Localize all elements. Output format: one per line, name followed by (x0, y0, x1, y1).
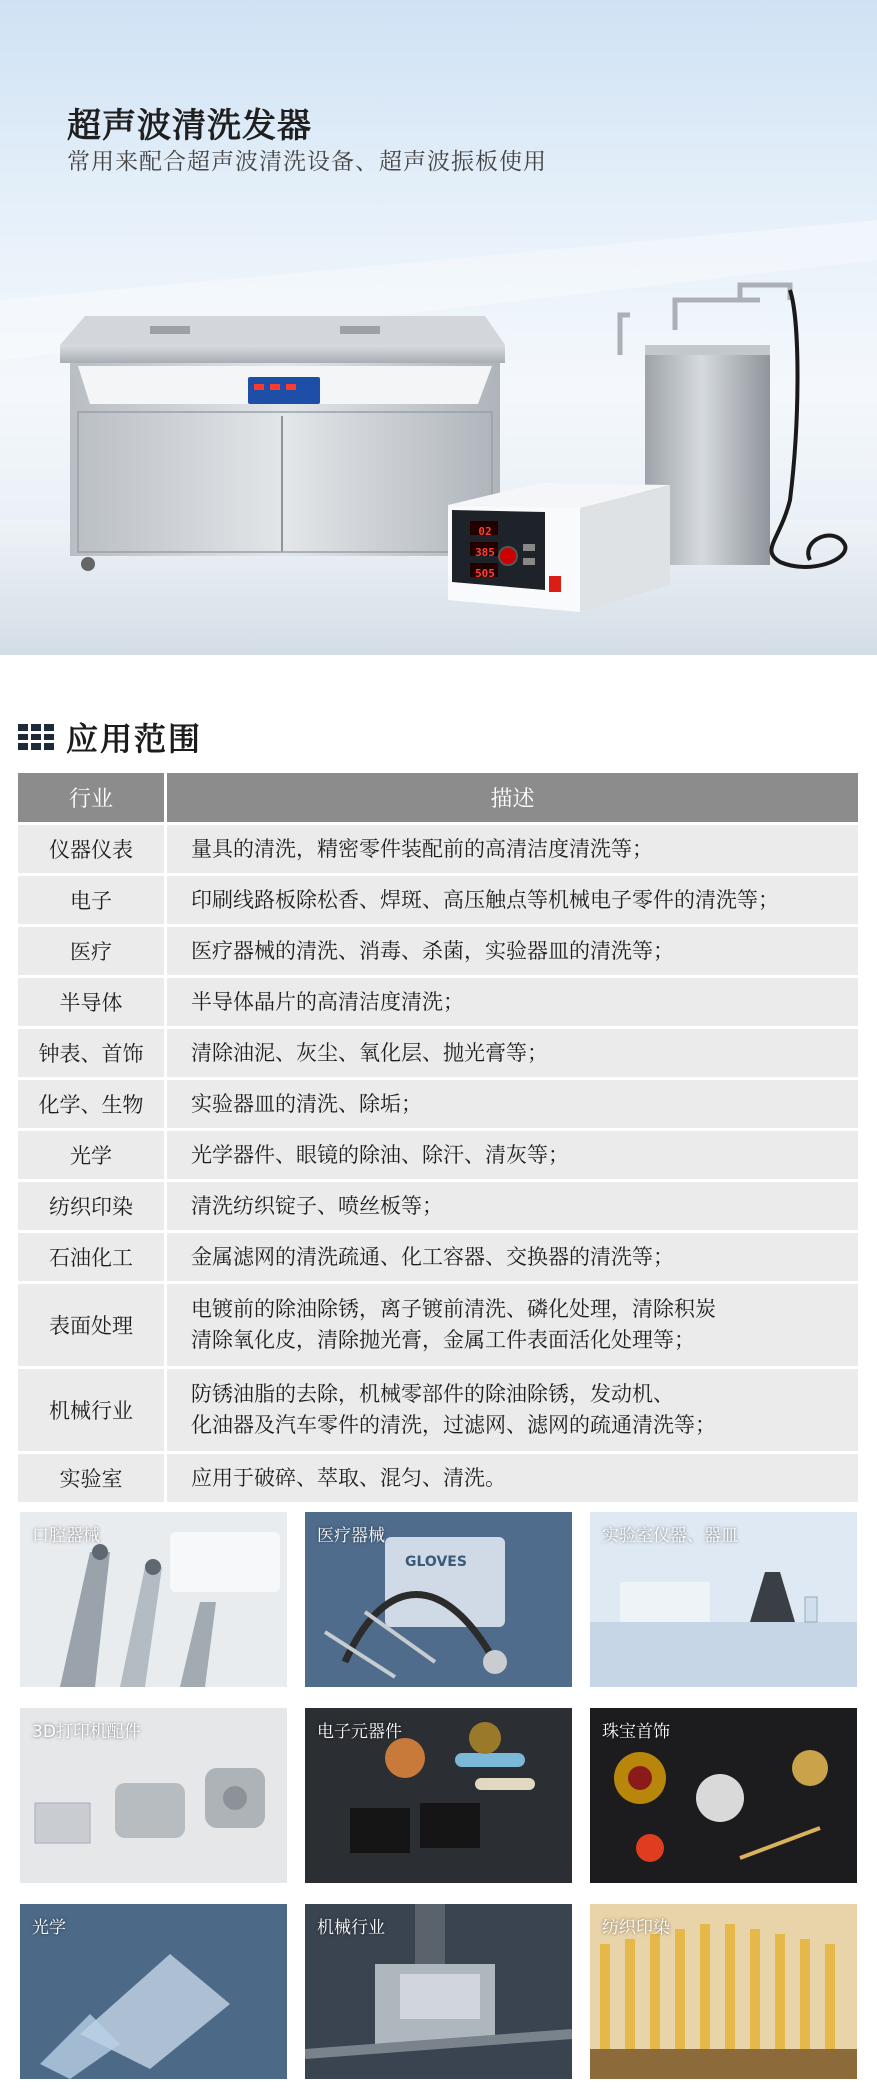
column-header-description: 描述 (167, 773, 858, 822)
description-line: 光学器件、眼镜的除油、除汗、清灰等； (191, 1142, 569, 1167)
table-row (18, 1131, 858, 1179)
hero-title: 超声波清洗发器 (67, 106, 312, 146)
industry-cell: 纺织印染 (18, 1182, 167, 1230)
grid-icon (18, 724, 54, 750)
section-title: 应用范围 (66, 720, 203, 758)
description-cell (167, 825, 858, 873)
display-readout: 385 (475, 546, 495, 559)
industry-cell: 半导体 (18, 978, 167, 1026)
photo-tile-machinery (305, 1904, 572, 2079)
table-row (18, 876, 858, 924)
photo-tile-dental (20, 1512, 287, 1687)
photo-tile-textile (590, 1904, 857, 2079)
description-line: 半导体晶片的高清洁度清洗； (191, 989, 464, 1014)
description-line: 应用于破碎、萃取、混匀、清洗。 (191, 1465, 506, 1490)
column-header-industry: 行业 (18, 773, 167, 822)
description-cell (167, 1029, 858, 1077)
display-readout: 505 (475, 567, 495, 580)
industry-cell: 电子 (18, 876, 167, 924)
photo-caption: 电子元器件 (317, 1722, 402, 1742)
description-line: 清洗纺织锭子、喷丝板等； (191, 1193, 443, 1218)
table-row (18, 1233, 858, 1281)
description-line: 化油器及汽车零件的清洗，过滤网、滤网的疏通清洗等； (191, 1413, 716, 1437)
description-cell (167, 1131, 858, 1179)
photo-caption: 纺织印染 (602, 1918, 670, 1938)
description-line: 实验器皿的清洗、除垢； (191, 1091, 422, 1116)
photo-caption: 机械行业 (317, 1918, 385, 1938)
description-line: 清除氧化皮，清除抛光膏，金属工件表面活化处理等； (191, 1328, 695, 1352)
application-table (18, 770, 858, 1505)
table-row (18, 825, 858, 873)
photo-tile-medical (305, 1512, 572, 1687)
photo-caption: 3D打印机配件 (32, 1722, 141, 1742)
description-cell (167, 978, 858, 1026)
description-line: 量具的清洗，精密零件装配前的高清洁度清洗等； (191, 836, 653, 861)
ultrasonic-tank (60, 316, 505, 571)
table-row (18, 1284, 858, 1366)
photo-caption: 口腔器械 (32, 1526, 100, 1546)
table-header-row (18, 773, 858, 822)
table-row (18, 1080, 858, 1128)
industry-cell: 光学 (18, 1131, 167, 1179)
photo-tile-jewelry (590, 1708, 857, 1883)
photo-caption: 实验室仪器、器皿 (602, 1526, 738, 1546)
photo-tile-3d (20, 1708, 287, 1883)
industry-cell: 石油化工 (18, 1233, 167, 1281)
description-cell (167, 1454, 858, 1502)
photo-caption: 光学 (32, 1918, 66, 1938)
description-cell (167, 1284, 858, 1366)
description-cell (167, 1080, 858, 1128)
description-cell (167, 876, 858, 924)
photo-tile-electronics (305, 1708, 572, 1883)
display-readout: 02 (478, 525, 492, 538)
photo-tile-lab (590, 1512, 857, 1687)
photo-caption: 珠宝首饰 (602, 1722, 670, 1742)
description-line: 清除油泥、灰尘、氧化层、抛光膏等； (191, 1040, 548, 1065)
photo-caption: 医疗器械 (317, 1526, 385, 1546)
table-row (18, 1369, 858, 1451)
description-cell (167, 1182, 858, 1230)
photo-tile-optics (20, 1904, 287, 2079)
table-row (18, 1029, 858, 1077)
industry-cell: 钟表、首饰 (18, 1029, 167, 1077)
table-row (18, 1454, 858, 1502)
industry-cell: 化学、生物 (18, 1080, 167, 1128)
hero-subtitle: 常用来配合超声波清洗设备、超声波振板使用 (67, 149, 547, 175)
hero-banner (0, 0, 877, 655)
description-line: 印刷线路板除松香、焊斑、高压触点等机械电子零件的清洗等； (191, 887, 779, 912)
description-line: 医疗器械的清洗、消毒、杀菌，实验器皿的清洗等； (191, 938, 674, 963)
industry-cell: 仪器仪表 (18, 825, 167, 873)
description-cell (167, 1233, 858, 1281)
table-row (18, 1182, 858, 1230)
section-header (18, 715, 202, 759)
description-cell (167, 1369, 858, 1451)
description-line: 防锈油脂的去除，机械零部件的除油除锈，发动机、 (191, 1382, 674, 1406)
description-line: 电镀前的除油除锈，离子镀前清洗、磷化处理，清除积炭 (191, 1297, 716, 1321)
industry-cell: 实验室 (18, 1454, 167, 1502)
description-cell (167, 927, 858, 975)
table-row (18, 978, 858, 1026)
table-row (18, 927, 858, 975)
industry-cell: 医疗 (18, 927, 167, 975)
industry-cell: 机械行业 (18, 1369, 167, 1451)
generator-display (470, 521, 500, 584)
photo-label: GLOVES (405, 1554, 467, 1570)
industry-cell: 表面处理 (18, 1284, 167, 1366)
description-line: 金属滤网的清洗疏通、化工容器、交换器的清洗等； (191, 1244, 674, 1269)
